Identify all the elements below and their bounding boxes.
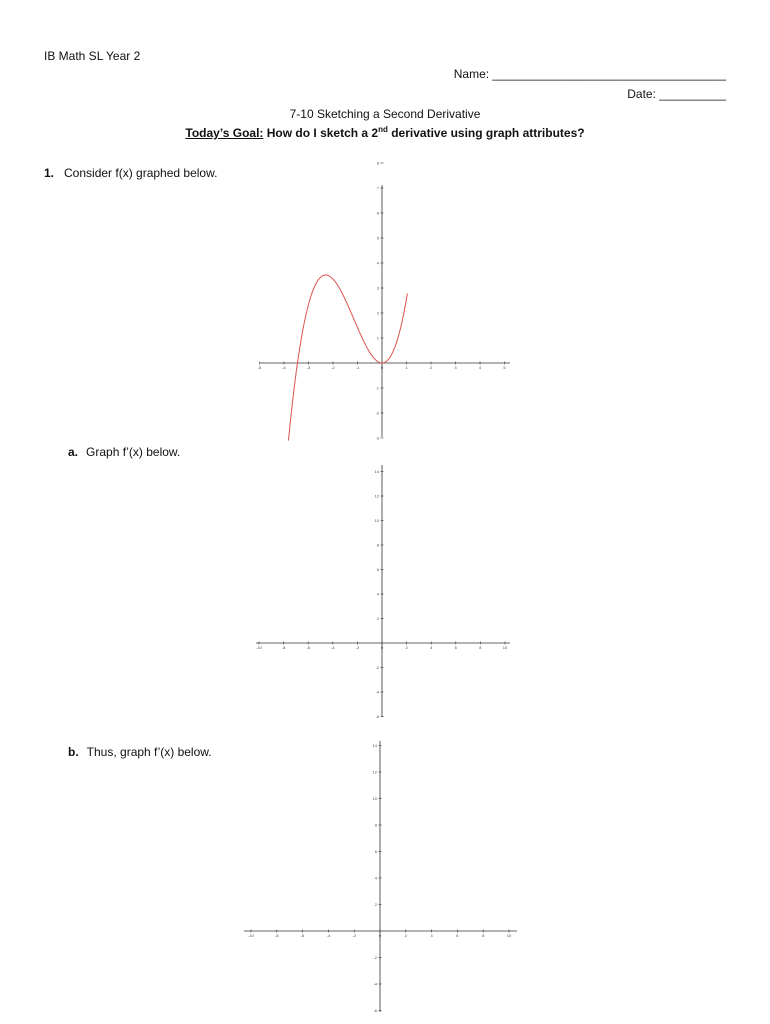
y-tick-label: 6 <box>376 210 379 216</box>
y-tick-label: -4 <box>375 689 379 695</box>
y-tick-label: 8 <box>374 822 377 828</box>
y-tick-label: 14 <box>374 469 379 474</box>
y-tick-label: -6 <box>373 1008 377 1013</box>
x-tick-label: 0 <box>378 933 382 938</box>
x-tick-label: 5 <box>503 365 506 370</box>
x-tick-label: -8 <box>275 933 279 938</box>
x-tick-label: 3 <box>454 365 457 370</box>
x-tick-label: 10 <box>506 933 512 938</box>
y-tick-label: 2 <box>374 902 377 907</box>
name-field[interactable]: Name: ___________________________________ <box>453 67 726 81</box>
y-tick-label: -3 <box>375 435 379 441</box>
x-tick-label: 2 <box>404 933 407 938</box>
question-letter: a. <box>68 445 79 459</box>
x-tick-label: -1 <box>355 365 360 370</box>
y-tick-label: -1 <box>375 385 379 391</box>
y-tick-label: 14 <box>372 743 377 748</box>
y-tick-label: 8 <box>376 542 379 548</box>
x-tick-label: 2 <box>429 365 433 370</box>
x-tick-label: -4 <box>326 933 331 938</box>
lesson-title: 7-10 Sketching a Second Derivative <box>289 107 481 121</box>
question-letter: b. <box>68 745 79 759</box>
y-tick-label: 4 <box>374 875 377 881</box>
x-tick-label: 4 <box>430 933 433 938</box>
x-tick-label: -5 <box>257 365 262 370</box>
y-tick-label: 12 <box>374 493 379 499</box>
x-tick-label: -4 <box>282 365 286 370</box>
x-tick-label: 2 <box>405 645 408 650</box>
date-field[interactable]: Date: __________ <box>627 87 726 101</box>
goal-text-start: How do I sketch a 2 <box>263 126 379 140</box>
x-tick-label: 0 <box>380 365 384 370</box>
y-tick-label: 5 <box>376 235 379 241</box>
goal-text-end: derivative using graph attributes? <box>387 126 585 140</box>
question-text: Graph f’(x) below. <box>86 445 181 459</box>
y-tick-label: -2 <box>375 665 379 670</box>
y-tick-label: -6 <box>375 714 379 719</box>
y-tick-label: 12 <box>372 769 377 775</box>
x-tick-label: 8 <box>482 933 485 938</box>
x-tick-label: 1 <box>405 365 408 370</box>
question-text: Thus, graph f’(x) below. <box>86 745 212 759</box>
x-tick-label: 10 <box>502 645 508 650</box>
goal-superscript: nd <box>378 125 388 134</box>
question-text: Consider f(x) graphed below. <box>64 166 218 180</box>
x-tick-label: -2 <box>331 365 335 370</box>
question-number: 1. <box>44 166 55 180</box>
course-title: IB Math SL Year 2 <box>44 49 141 63</box>
x-tick-label: 4 <box>430 645 433 650</box>
y-tick-label: 10 <box>374 518 379 523</box>
x-tick-label: -8 <box>281 645 286 650</box>
goal-label: Today’s Goal: <box>185 126 264 140</box>
y-tick-label: 2 <box>376 616 379 621</box>
y-tick-label: -2 <box>375 410 379 416</box>
y-tick-label: 6 <box>374 849 377 854</box>
x-tick-label: -4 <box>331 645 335 650</box>
x-tick-label: -2 <box>352 933 356 938</box>
y-tick-label: 8 <box>376 160 379 166</box>
x-tick-label: -6 <box>306 645 310 650</box>
x-tick-label: -2 <box>355 645 360 650</box>
y-tick-label: 3 <box>376 285 379 291</box>
x-tick-label: -10 <box>256 645 262 650</box>
x-tick-label: -3 <box>306 365 311 370</box>
x-tick-label: 8 <box>479 645 482 650</box>
y-tick-label: 6 <box>376 567 379 572</box>
x-tick-label: 4 <box>478 365 482 370</box>
y-tick-label: -4 <box>373 981 377 987</box>
y-tick-label: -2 <box>373 955 377 960</box>
y-tick-label: 2 <box>376 310 379 316</box>
y-tick-label: 4 <box>376 260 379 266</box>
x-tick-label: -6 <box>300 933 305 938</box>
x-tick-label: 6 <box>454 645 457 650</box>
y-tick-label: 10 <box>372 796 377 801</box>
x-tick-label: -10 <box>248 933 254 938</box>
y-tick-label: 1 <box>376 335 379 341</box>
y-tick-label: 4 <box>376 591 379 597</box>
y-tick-label: 7 <box>376 185 379 191</box>
x-tick-label: 0 <box>380 645 384 650</box>
x-tick-label: 6 <box>456 933 459 938</box>
